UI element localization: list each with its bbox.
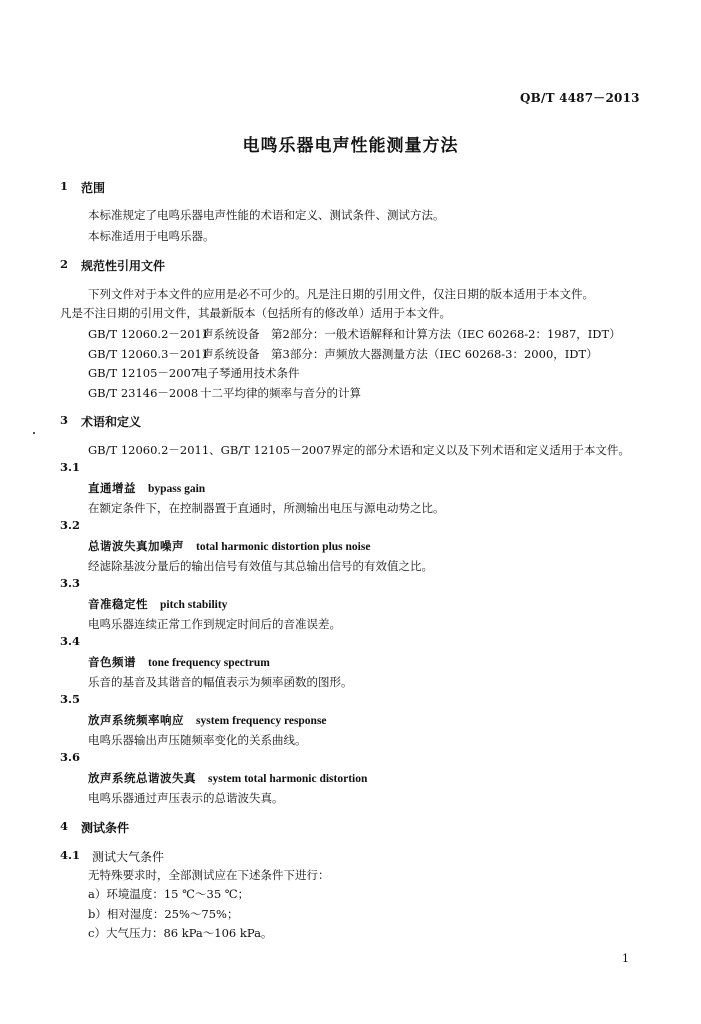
term-heading xyxy=(88,538,370,554)
term-number: 3.3 xyxy=(60,576,81,590)
term-definition: 电鸣乐器连续正常工作到规定时间后的音准误差。 xyxy=(88,617,341,631)
term-chinese: 总谐波失真加噪声 xyxy=(88,539,184,553)
reference-code: GB/T 12060.2－2011 xyxy=(88,327,210,341)
reference-entry xyxy=(88,326,621,342)
term-heading xyxy=(88,770,367,786)
term-heading xyxy=(88,480,205,496)
reference-code: GB/T 12105－2007 xyxy=(88,366,199,380)
paragraph: 下列文件对于本文件的应用是必不可少的。凡是注日期的引用文件，仅注日期的版本适用于本文件。 xyxy=(88,287,594,301)
reference-desc: 声系统设备 第2部分：一般术语解释和计算方法（IEC 60268-2：1987，IDT） xyxy=(202,327,621,341)
reference-desc: 电子琴通用技术条件 xyxy=(196,366,300,380)
term-english: tone frequency spectrum xyxy=(148,657,270,669)
section-3-title: 术语和定义 xyxy=(81,415,142,429)
term-heading xyxy=(88,596,227,612)
section-4-title: 测试条件 xyxy=(81,821,130,835)
paragraph: 凡是不注日期的引用文件，其最新版本（包括所有的修改单）适用于本文件。 xyxy=(60,306,451,320)
section-3-number: 3 xyxy=(60,413,69,427)
term-english: total harmonic distortion plus noise xyxy=(196,541,371,553)
section-4-number: 4 xyxy=(60,819,69,833)
reference-entry xyxy=(88,385,361,401)
term-number: 3.4 xyxy=(60,634,81,648)
term-chinese: 放声系统频率响应 xyxy=(88,713,184,727)
reference-entry xyxy=(88,346,598,362)
term-english: system frequency response xyxy=(196,715,327,727)
subsection-number: 4.1 xyxy=(60,848,81,862)
term-definition: 乐音的基音及其谐音的幅值表示为频率函数的图形。 xyxy=(88,675,353,689)
term-definition: 在额定条件下，在控制器置于直通时，所测输出电压与源电动势之比。 xyxy=(88,501,445,515)
term-english: bypass gain xyxy=(148,483,206,495)
term-definition: 电鸣乐器通过声压表示的总谐波失真。 xyxy=(88,791,284,805)
term-chinese: 音色频谱 xyxy=(88,655,136,669)
term-heading xyxy=(88,712,327,728)
paragraph: GB/T 12060.2－2011、GB/T 12105－2007界定的部分术语和定义以及下列术语和定义适用于本文件。 xyxy=(88,443,630,457)
subsection-title: 测试大气条件 xyxy=(92,850,165,864)
reference-desc: 声系统设备 第3部分：声频放大器测量方法（IEC 60268-3：2000，IDT） xyxy=(202,347,598,361)
document-title: 电鸣乐器电声性能测量方法 xyxy=(242,136,459,156)
term-definition: 经滤除基波分量后的输出信号有效值与其总输出信号的有效值之比。 xyxy=(88,559,433,573)
term-definition: 电鸣乐器输出声压随频率变化的关系曲线。 xyxy=(88,733,307,747)
term-number: 3.1 xyxy=(60,460,81,474)
term-chinese: 直通增益 xyxy=(88,481,136,495)
list-item: a）环境温度：15 ℃～35 ℃； xyxy=(88,887,250,901)
term-number: 3.6 xyxy=(60,750,81,764)
section-1-number: 1 xyxy=(60,179,69,193)
standard-code: QB/T 4487－2013 xyxy=(520,91,640,105)
term-number: 3.2 xyxy=(60,518,81,532)
reference-code: GB/T 23146－2008 xyxy=(88,386,199,400)
term-chinese: 放声系统总谐波失真 xyxy=(88,771,196,785)
paragraph: 无特殊要求时，全部测试应在下述条件下进行： xyxy=(88,868,330,882)
reference-desc: 十二平均律的频率与音分的计算 xyxy=(200,386,361,400)
list-item: b）相对湿度：25%～75%； xyxy=(88,907,239,921)
term-number: 3.5 xyxy=(60,692,81,706)
scan-speck xyxy=(33,432,35,434)
term-heading xyxy=(88,654,270,670)
page-number: 1 xyxy=(622,952,629,965)
reference-entry xyxy=(88,365,300,381)
section-1-title: 范围 xyxy=(81,181,106,195)
list-item: c）大气压力：86 kPa～106 kPa。 xyxy=(88,926,273,940)
term-chinese: 音准稳定性 xyxy=(88,597,148,611)
paragraph: 本标准规定了电鸣乐器电声性能的术语和定义、测试条件、测试方法。 xyxy=(88,208,445,222)
section-2-title: 规范性引用文件 xyxy=(81,259,166,273)
reference-code: GB/T 12060.3－2011 xyxy=(88,347,210,361)
paragraph: 本标准适用于电鸣乐器。 xyxy=(88,229,215,243)
term-english: pitch stability xyxy=(160,599,228,611)
section-2-number: 2 xyxy=(60,257,69,271)
term-english: system total harmonic distortion xyxy=(208,773,368,785)
